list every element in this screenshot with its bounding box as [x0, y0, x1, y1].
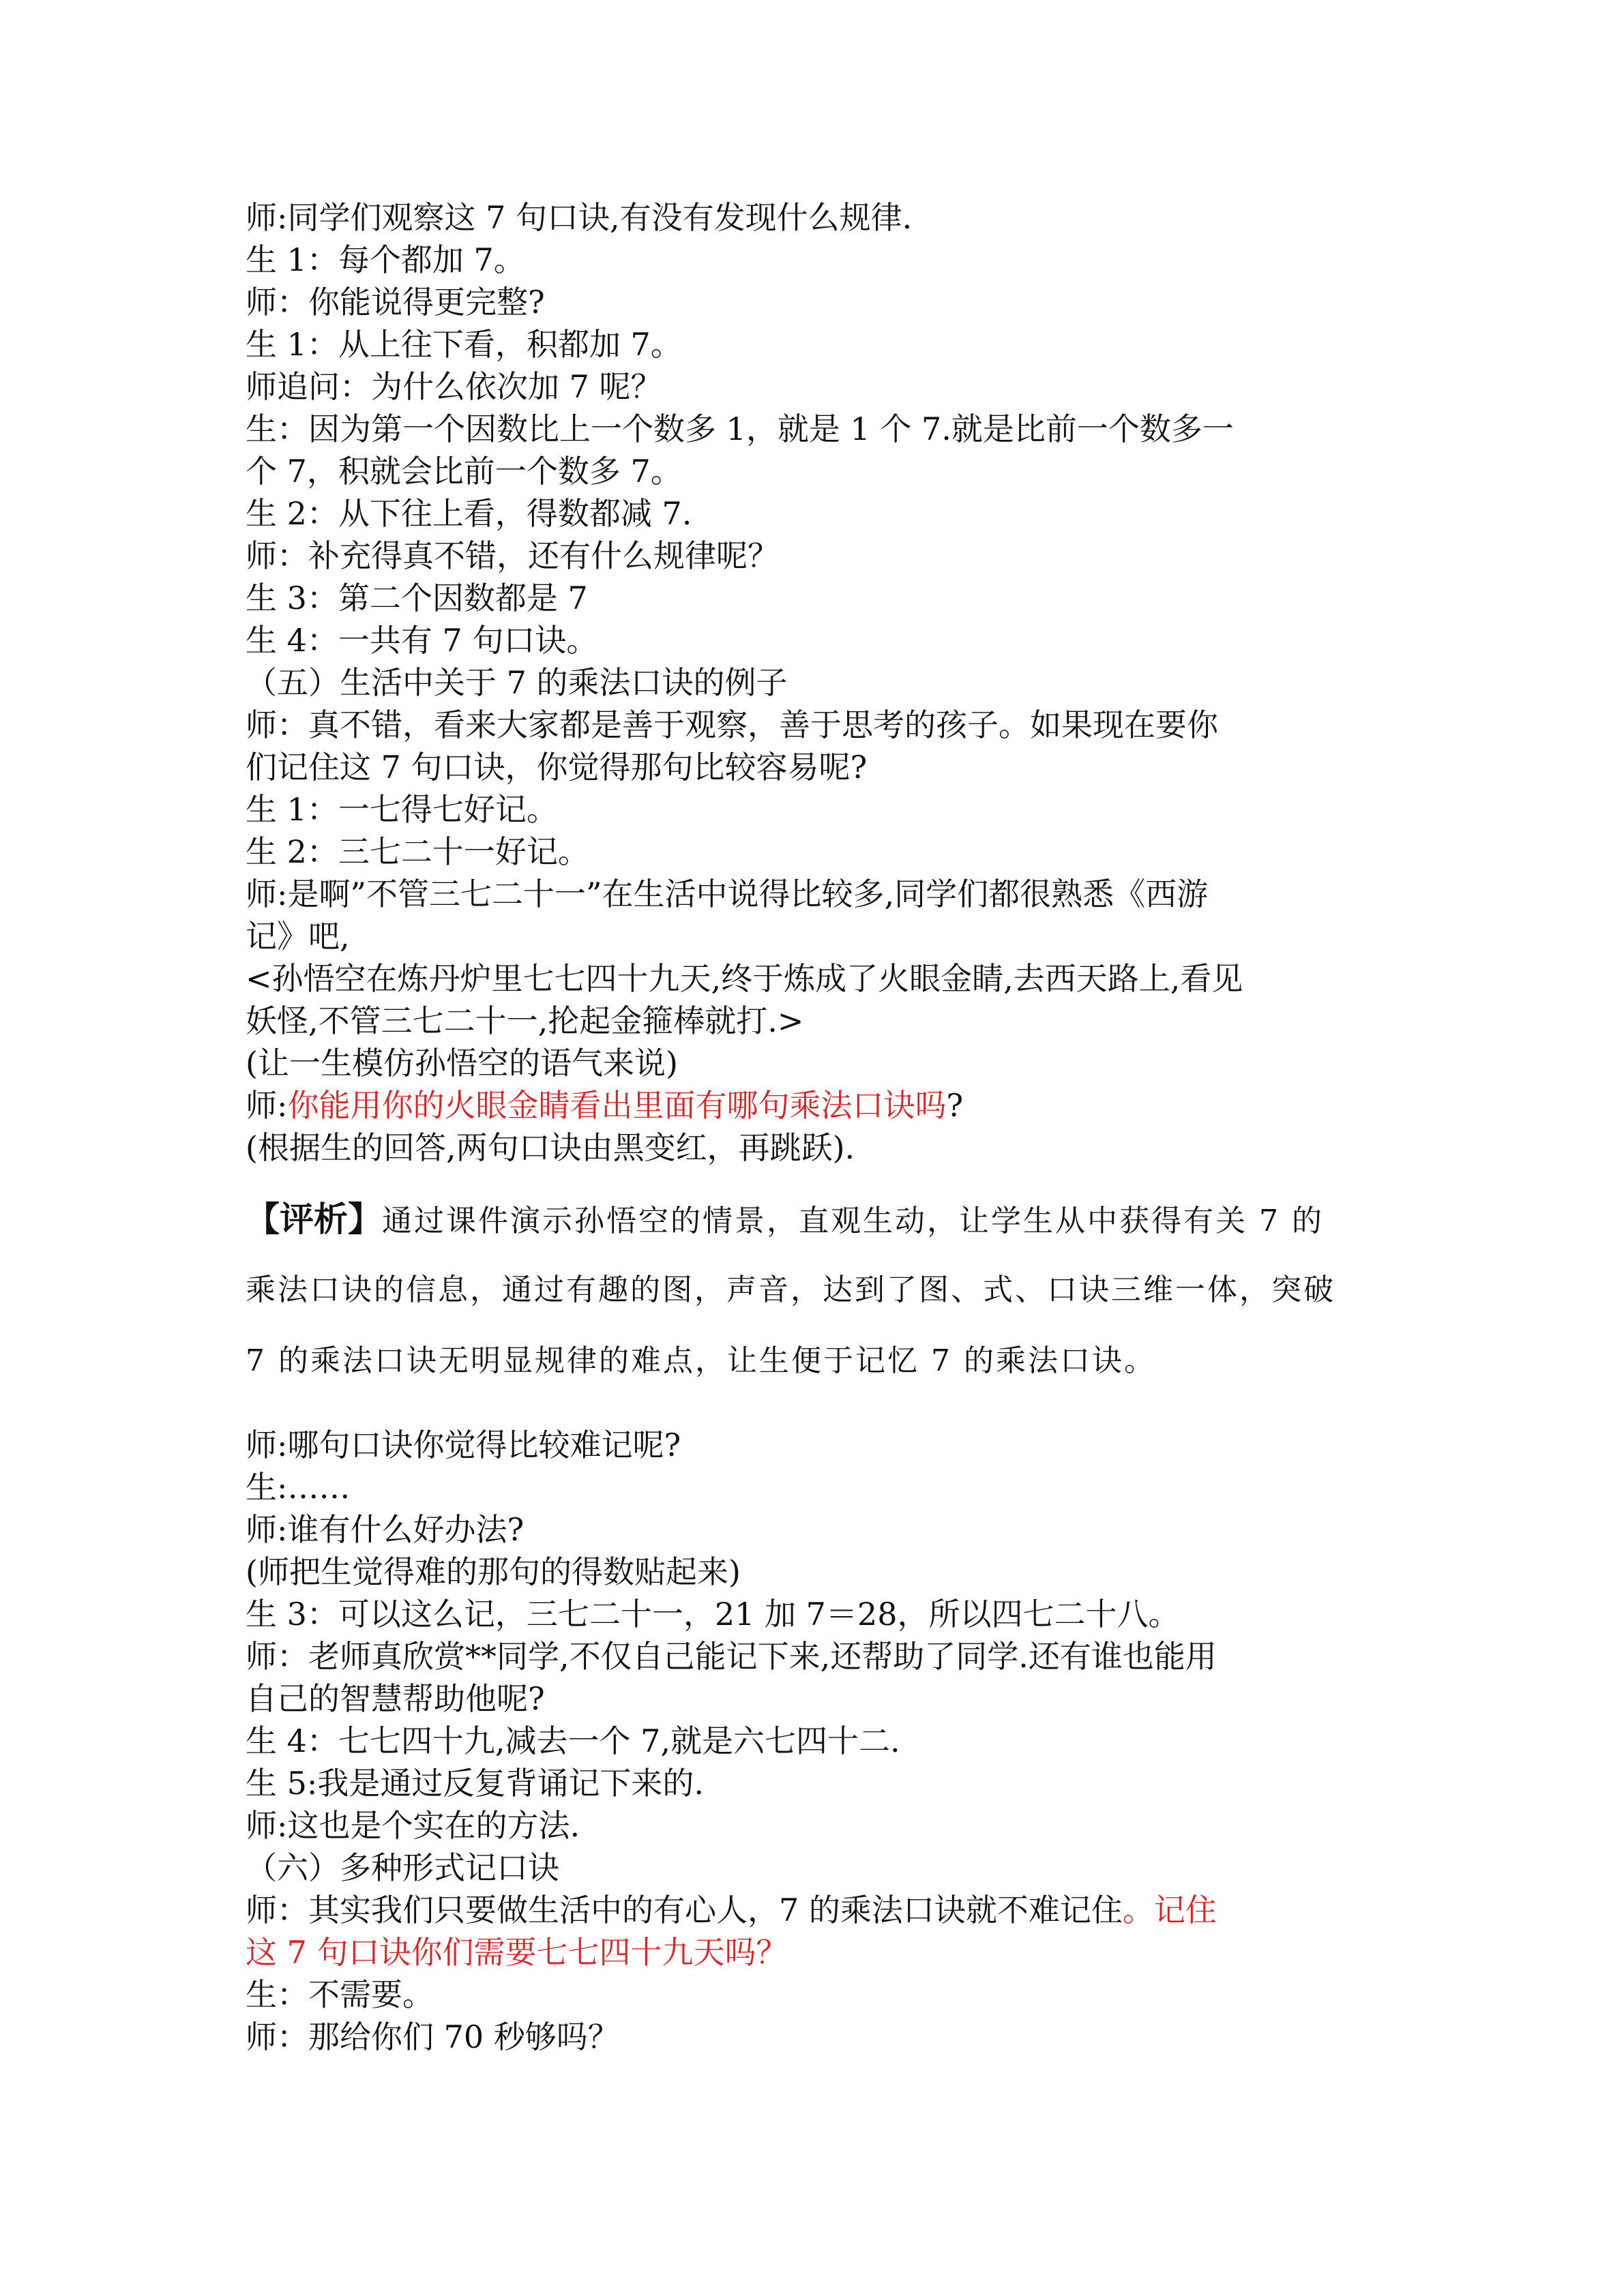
text-line: 们记住这 7 句口诀，你觉得那句比较容易呢? — [246, 749, 868, 786]
text-line: 生 3：第二个因数都是 7 — [246, 580, 588, 616]
text-line: 自己的智慧帮助他呢? — [246, 1680, 545, 1717]
dialogue-section-top — [246, 196, 1405, 1169]
text-line: 生 5:我是通过反复背诵记下来的. — [246, 1765, 705, 1802]
highlighted-question: 你能用你的火眼金睛看出里面有哪句乘法口诀吗 — [287, 1087, 947, 1124]
section-heading-six: （六）多种形式记口诀 — [246, 1849, 559, 1886]
text-line: (师把生觉得难的那句的得数贴起来) — [246, 1553, 741, 1590]
text-line: 生 3：可以这么记，三七二十一，21 加 7＝28，所以四七二十八。 — [246, 1596, 1180, 1632]
red-question-line — [246, 1084, 1405, 1127]
mixed-color-line — [246, 1889, 1405, 1931]
text-line: 师：那给你们 70 秒够吗？ — [246, 2018, 619, 2055]
text-line: (根据生的回答,两句口诀由黑变红，再跳跃). — [246, 1129, 855, 1166]
text-line: 记》吧, — [246, 918, 350, 955]
text-line: 生 2：三七二十一好记。 — [246, 833, 589, 870]
question-mark: ? — [946, 1087, 964, 1124]
text-line: 生：因为第一个因数比上一个数多 1，就是 1 个 7.就是比前一个数多一 — [246, 411, 1234, 447]
section-heading-five: （五）生活中关于 7 的乘法口诀的例子 — [246, 664, 788, 701]
text-line: 师：补充得真不错，还有什么规律呢？ — [246, 537, 779, 574]
red-text: 。记住 — [1122, 1892, 1217, 1928]
commentary-line: 乘法口诀的信息，通过有趣的图，声音，达到了图、式、口诀三维一体，突破 — [246, 1272, 1335, 1307]
commentary-block — [246, 1184, 1405, 1397]
document-page — [246, 196, 1405, 2058]
speaker-prefix: 师: — [246, 1087, 288, 1124]
text-line: <孙悟空在炼丹炉里七七四十九天,终于炼成了火眼金睛,去西天路上,看见 — [246, 960, 1243, 997]
text-line: 生 1：每个都加 7。 — [246, 241, 525, 278]
text-line: 生 2：从下往上看，得数都减 7. — [246, 495, 692, 532]
commentary-tag: 【评析】 — [246, 1199, 382, 1239]
text-line: 师:这也是个实在的方法. — [246, 1807, 580, 1844]
text-line: 妖怪,不管三七二十一,抡起金箍棒就打.> — [246, 1002, 804, 1039]
commentary-line — [246, 1184, 1405, 1255]
text-line: 师：老师真欣赏**同学,不仅自己能记下来,还帮助了同学.还有谁也能用 — [246, 1638, 1217, 1675]
text-line: 师：你能说得更完整? — [246, 284, 545, 320]
text-line: (让一生模仿孙悟空的语气来说) — [246, 1045, 678, 1082]
text-line: 师:谁有什么好办法? — [246, 1511, 525, 1548]
commentary-text: 通过课件演示孙悟空的情景，直观生动，让学生从中获得有关 7 的 — [382, 1204, 1324, 1238]
text-line: 生 1：从上往下看，积都加 7。 — [246, 326, 682, 363]
text-line: 师:同学们观察这 7 句口诀,有没有发现什么规律. — [246, 199, 913, 236]
text-line: 生 4：七七四十九,减去一个 7,就是六七四十二. — [246, 1723, 900, 1759]
red-question-line: 这 7 句口诀你们需要七七四十九天吗？ — [246, 1934, 788, 1971]
text-line: 生：不需要。 — [246, 1976, 434, 2013]
text-line: 师:哪句口诀你觉得比较难记呢? — [246, 1427, 681, 1463]
text-line: 师追问：为什么依次加 7 呢？ — [246, 368, 662, 405]
commentary-line: 7 的乘法口诀无明显规律的难点，让生便于记忆 7 的乘法口诀。 — [246, 1343, 1156, 1378]
dialogue-section-bottom — [246, 1424, 1405, 2058]
text-line: 生 4：一共有 7 句口诀。 — [246, 622, 598, 659]
text-line: 生:…… — [246, 1469, 351, 1506]
black-text: 师：其实我们只要做生活中的有心人，7 的乘法口诀就不难记住 — [246, 1892, 1123, 1928]
text-line: 师：真不错，看来大家都是善于观察，善于思考的孩子。如果现在要你 — [246, 706, 1218, 743]
text-line: 生 1：一七得七好记。 — [246, 791, 558, 828]
text-line: 个 7，积就会比前一个数多 7。 — [246, 453, 682, 490]
text-line: 师:是啊”不管三七二十一”在生活中说得比较多,同学们都很熟悉《西游 — [246, 876, 1209, 912]
